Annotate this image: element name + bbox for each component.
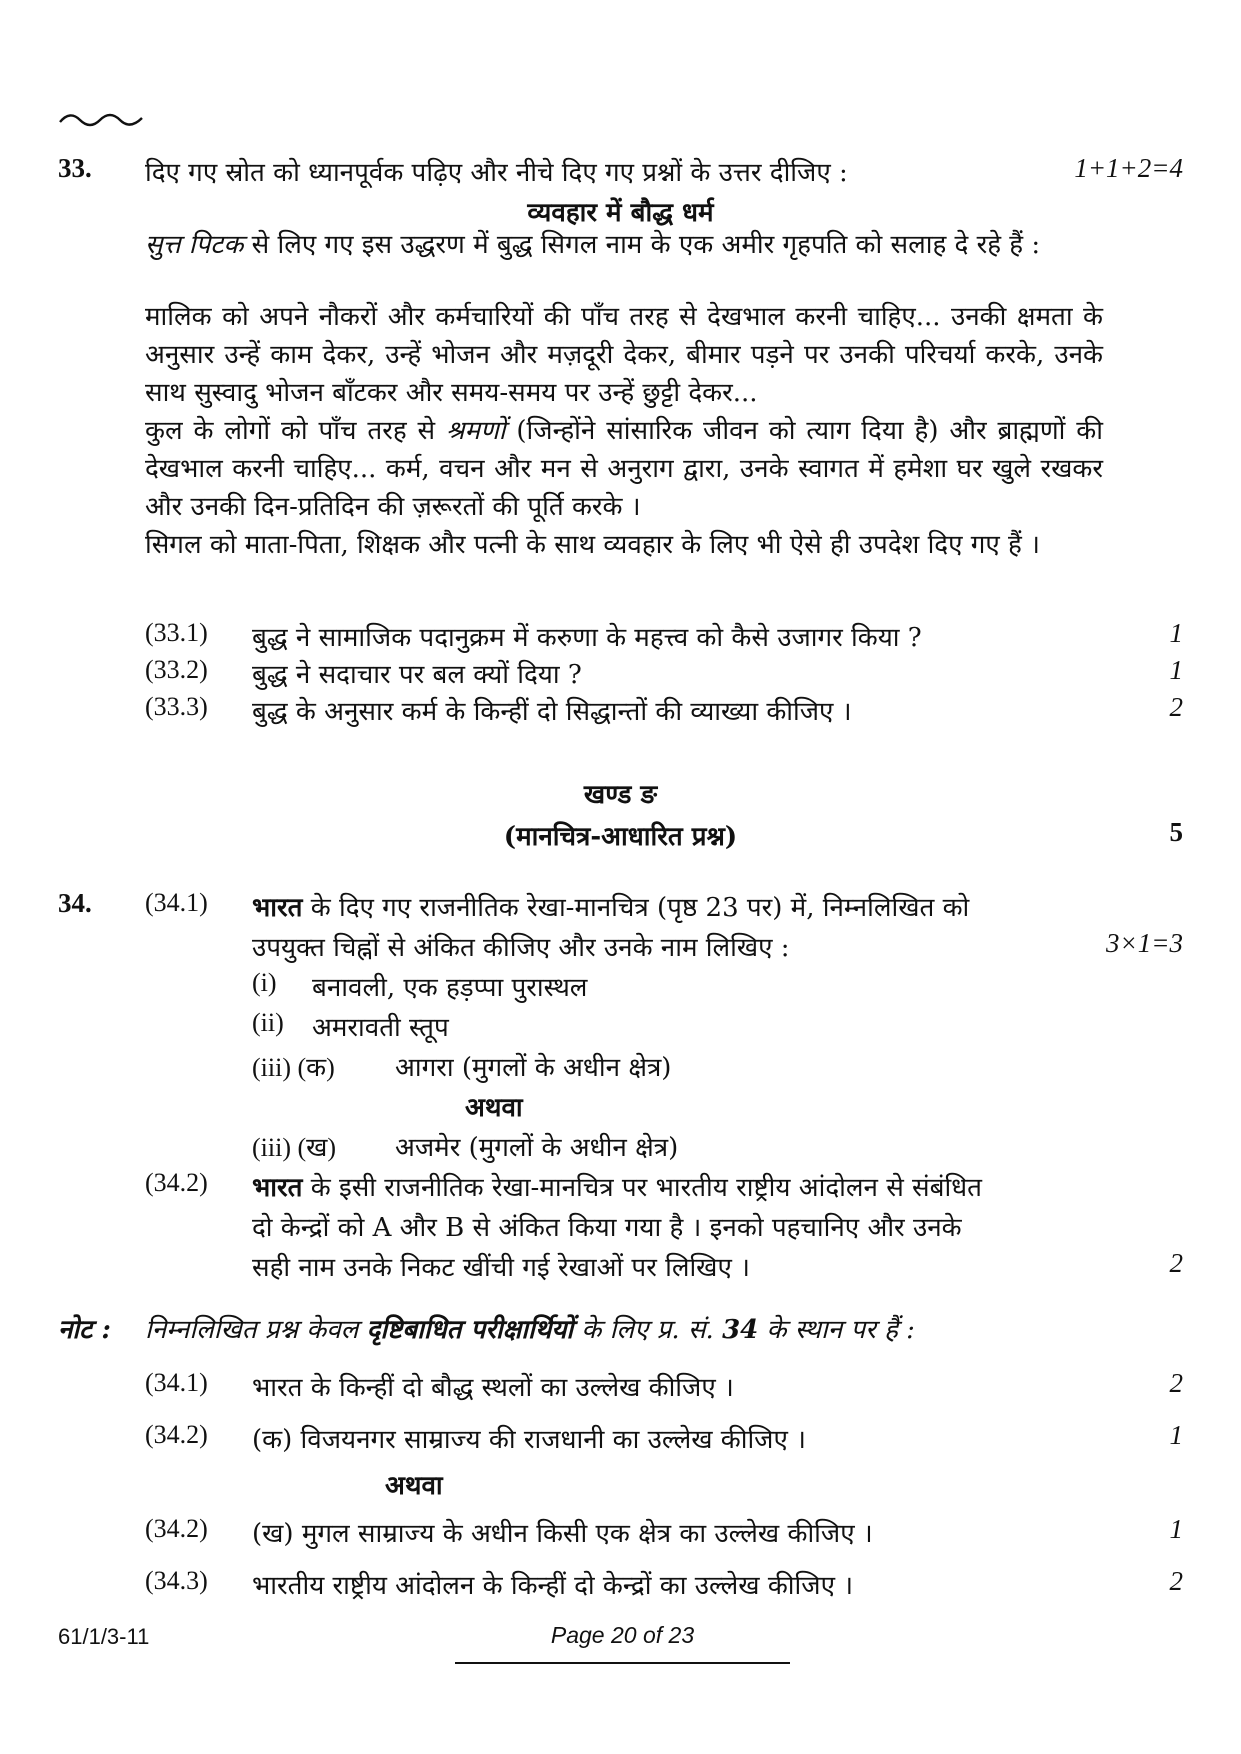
wave-mark-icon — [58, 108, 148, 130]
item-number: (ii) — [252, 1008, 284, 1037]
note-text-bold: दृष्टिबाधित परीक्षार्थियों — [366, 1315, 574, 1345]
subquestion-34-1-marks: 3×1=3 — [1106, 928, 1183, 958]
paper-code: 61/1/3-11 — [58, 1624, 150, 1649]
subquestion-text: भारतीय राष्ट्रीय आंदोलन के किन्हीं दो केन्द्रों का उल्लेख कीजिए । — [252, 1571, 854, 1601]
subquestion-marks: 1 — [1169, 1420, 1183, 1450]
subquestion-34-2-text: के इसी राजनीतिक रेखा-मानचित्र पर भारतीय राष्ट्रीय आंदोलन से संबंधित — [302, 1173, 982, 1203]
subquestion-text: बुद्ध ने सामाजिक पदानुक्रम में करुणा के महत्त्व को कैसे उजागर किया ? — [252, 623, 922, 653]
subquestion-34-2-line-1 — [252, 1168, 982, 1204]
subquestion-marks: 1 — [1169, 618, 1183, 648]
section-title: खण्ड ङ — [583, 780, 658, 810]
item-number: (i) — [252, 968, 277, 997]
subquestion-34-2-line-3: सही नाम उनके निकट खींची गई रेखाओं पर लिखिए । — [252, 1253, 750, 1283]
india-bold-label: भारत — [252, 893, 303, 923]
source-paragraph-2-italic: श्रमणों — [446, 416, 506, 446]
source-title: व्यवहार में बौद्ध धर्म — [527, 198, 714, 228]
source-intro-italic: सुत्त पिटक — [145, 230, 244, 260]
subquestion-marks: 2 — [1169, 1368, 1183, 1398]
question-33-instruction: दिए गए स्रोत को ध्यानपूर्वक पढ़िए और नीचे दिए गए प्रश्नों के उत्तर दीजिए : — [145, 158, 848, 188]
subquestion-text: बुद्ध के अनुसार कर्म के किन्हीं दो सिद्धान्तों की व्याख्या कीजिए । — [252, 697, 852, 727]
question-33-marks: 1+1+2=4 — [1074, 153, 1183, 183]
page-number: Page 20 of 23 — [550, 1622, 695, 1648]
item-text: अजमेर (मुगलों के अधीन क्षेत्र) — [395, 1133, 679, 1163]
note-text-middle: के लिए प्र. सं. — [573, 1315, 723, 1345]
subquestion-number: (33.2) — [145, 655, 208, 684]
item-text: अमरावती स्तूप — [312, 1013, 449, 1043]
subquestion-number: (34.2) — [145, 1168, 208, 1197]
item-number: (iii) (ख) — [252, 1133, 337, 1162]
source-intro-text: से लिए गए इस उद्धरण में बुद्ध सिगल नाम के एक अमीर गृहपति को सलाह दे रहे हैं : — [243, 230, 1041, 260]
note-label: नोट : — [58, 1315, 111, 1345]
item-text: आगरा (मुगलों के अधीन क्षेत्र) — [395, 1053, 672, 1083]
section-marks: 5 — [1169, 817, 1183, 847]
subquestion-number: (34.2) — [145, 1514, 208, 1543]
question-number-34: 34. — [58, 888, 92, 918]
subquestion-34-1-line-2: उपयुक्त चिह्नों से अंकित कीजिए और उनके नाम लिखिए : — [252, 933, 790, 963]
subquestion-number: (34.1) — [145, 1368, 208, 1397]
subquestion-text: (क) विजयनगर साम्राज्य की राजधानी का उल्लेख कीजिए । — [252, 1425, 806, 1455]
source-paragraph-2-start: कुल के लोगों को पाँच तरह से — [145, 416, 447, 446]
note-text — [145, 1310, 915, 1346]
subquestion-34-2-marks: 2 — [1169, 1248, 1183, 1278]
subquestion-34-1-text: के दिए गए राजनीतिक रेखा-मानचित्र (पृष्ठ 23 पर) में, निम्नलिखित को — [302, 893, 970, 923]
source-paragraph-1: मालिक को अपने नौकरों और कर्मचारियों की पाँच तरह से देखभाल करनी चाहिए... उनकी क्षमता के अनुसार उन्हें काम देकर, उन्हें भोजन और मज़दूरी देकर, बीमार पड़ने पर उनकी परिचर्या करके, उनके साथ सुस्वादु भोजन बाँटकर और समय-समय पर उन्हें छुट्टी देकर... — [145, 302, 1103, 408]
subquestion-text: भारत के किन्हीं दो बौद्ध स्थलों का उल्लेख कीजिए । — [252, 1373, 734, 1403]
subquestion-number: (34.2) — [145, 1420, 208, 1449]
subquestion-34-1-line-1 — [252, 888, 969, 924]
note-text-end: के स्थान पर हैं : — [758, 1315, 915, 1345]
subquestion-number: (34.1) — [145, 888, 208, 917]
india-bold-label: भारत — [252, 1173, 303, 1203]
source-paragraph-2 — [145, 412, 1103, 526]
subquestion-marks: 1 — [1169, 655, 1183, 685]
source-paragraph-3: सिगल को माता-पिता, शिक्षक और पत्नी के साथ व्यवहार के लिए भी ऐसे ही उपदेश दिए गए हैं । — [145, 530, 1040, 560]
footer-rule — [455, 1662, 790, 1664]
subquestion-number: (33.3) — [145, 692, 208, 721]
subquestion-marks: 1 — [1169, 1514, 1183, 1544]
source-intro — [145, 226, 1103, 264]
or-label: अथवा — [385, 1471, 443, 1501]
subquestion-text: बुद्ध ने सदाचार पर बल क्यों दिया ? — [252, 660, 582, 690]
item-number: (iii) (क) — [252, 1053, 335, 1082]
or-label: अथवा — [465, 1093, 523, 1123]
subquestion-text: (ख) मुगल साम्राज्य के अधीन किसी एक क्षेत्र का उल्लेख कीजिए । — [252, 1519, 873, 1549]
subquestion-marks: 2 — [1169, 1566, 1183, 1596]
section-subtitle: (मानचित्र-आधारित प्रश्न) — [503, 822, 738, 852]
item-text: बनावली, एक हड़प्पा पुरास्थल — [312, 973, 588, 1003]
note-question-number: 34 — [722, 1315, 759, 1345]
subquestion-marks: 2 — [1169, 692, 1183, 722]
subquestion-number: (33.1) — [145, 618, 208, 647]
subquestion-number: (34.3) — [145, 1566, 208, 1595]
subquestion-34-2-line-2: दो केन्द्रों को A और B से अंकित किया गया है । इनको पहचानिए और उनके — [252, 1213, 962, 1243]
question-number-33: 33. — [58, 153, 92, 183]
note-text-start: निम्नलिखित प्रश्न केवल — [145, 1315, 367, 1345]
source-paragraph-2-end: (जिन्होंने सांसारिक जीवन को त्याग दिया है) और ब्राह्मणों की देखभाल करनी चाहिए... कर्म, वचन और मन से अनुराग द्वारा, उनके स्वागत में हमेशा घर खुले रखकर और उनकी दिन-प्रतिदिन की ज़रूरतों की पूर्ति करके । — [145, 416, 1103, 522]
